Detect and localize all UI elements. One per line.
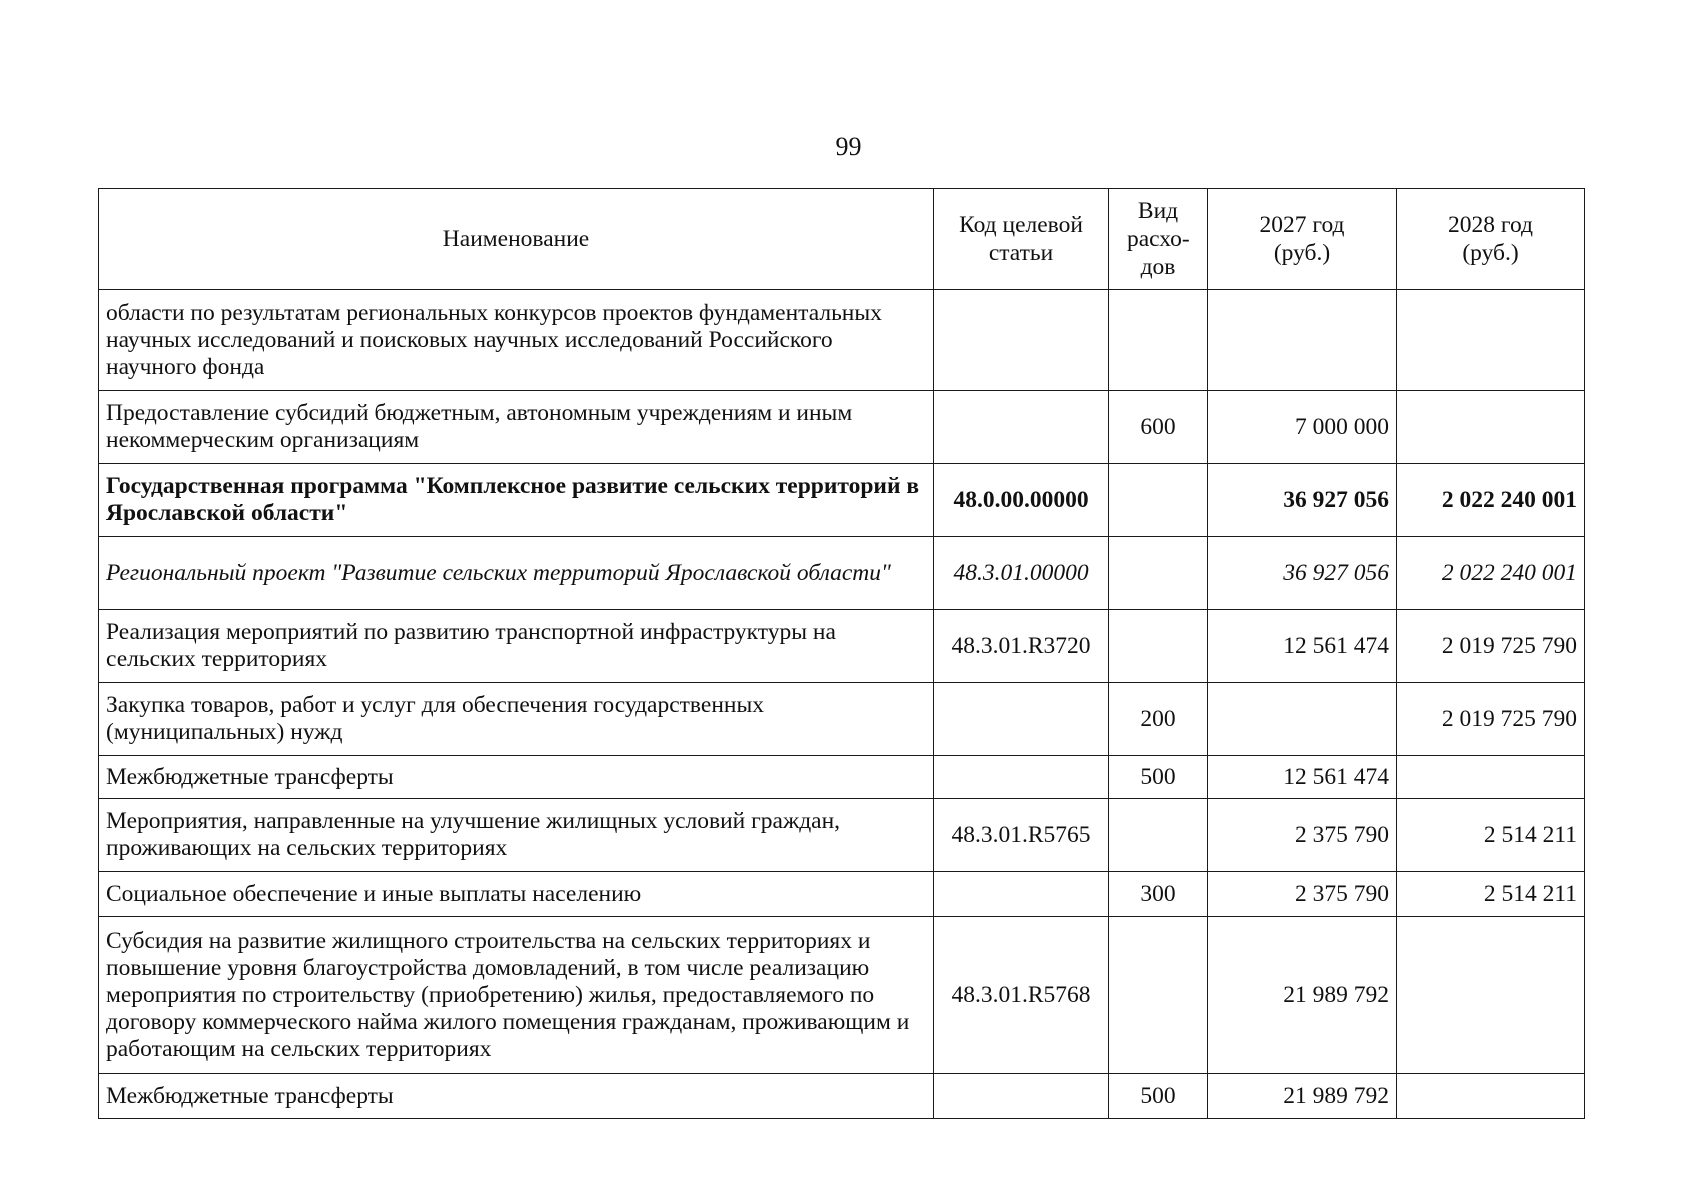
table-row-program bbox=[99, 464, 1585, 537]
cell-code bbox=[934, 872, 1109, 917]
cell-2027: 2 375 790 bbox=[1208, 872, 1397, 917]
header-year-2027 bbox=[1208, 189, 1397, 290]
header-name: Наименование bbox=[99, 189, 934, 290]
cell-2027 bbox=[1208, 290, 1397, 391]
table-header-row bbox=[99, 189, 1585, 290]
cell-2027: 12 561 474 bbox=[1208, 610, 1397, 683]
cell-name: Мероприятия, направленные на улучшение жилищных условий граждан, проживающих на сельских территориях bbox=[99, 799, 934, 872]
cell-2027 bbox=[1208, 683, 1397, 756]
cell-name: Социальное обеспечение и иные выплаты населению bbox=[99, 872, 934, 917]
cell-type bbox=[1109, 917, 1208, 1074]
cell-name: Реализация мероприятий по развитию транспортной инфраструктуры на сельских территориях bbox=[99, 610, 934, 683]
cell-code: 48.3.01.R3720 bbox=[934, 610, 1109, 683]
cell-name: Межбюджетные трансферты bbox=[99, 1074, 934, 1119]
header-type-label: Вид расхо-дов bbox=[1127, 198, 1190, 280]
cell-type bbox=[1109, 799, 1208, 872]
cell-2027: 36 927 056 bbox=[1208, 537, 1397, 610]
cell-name: Региональный проект "Развитие сельских территорий Ярославской области" bbox=[99, 537, 934, 610]
cell-2028 bbox=[1397, 917, 1585, 1074]
table-row bbox=[99, 290, 1585, 391]
page-number: 99 bbox=[835, 132, 862, 161]
header-year-2028 bbox=[1397, 189, 1585, 290]
cell-type bbox=[1109, 537, 1208, 610]
cell-2028 bbox=[1397, 1074, 1585, 1119]
cell-2028 bbox=[1397, 290, 1585, 391]
cell-2027: 2 375 790 bbox=[1208, 799, 1397, 872]
table-row bbox=[99, 391, 1585, 464]
cell-type: 300 bbox=[1109, 872, 1208, 917]
table-row bbox=[99, 683, 1585, 756]
header-year-2028-label: 2028 год (руб.) bbox=[1448, 212, 1533, 266]
cell-code bbox=[934, 391, 1109, 464]
table-row bbox=[99, 756, 1585, 799]
cell-name: Государственная программа "Комплексное развитие сельских территорий в Ярославской области" bbox=[99, 464, 934, 537]
cell-type bbox=[1109, 290, 1208, 391]
table-row-project bbox=[99, 537, 1585, 610]
cell-name: Закупка товаров, работ и услуг для обеспечения государственных (муниципальных) нужд bbox=[99, 683, 934, 756]
cell-type: 500 bbox=[1109, 756, 1208, 799]
header-code bbox=[934, 189, 1109, 290]
cell-2027: 21 989 792 bbox=[1208, 1074, 1397, 1119]
cell-code bbox=[934, 290, 1109, 391]
cell-2027: 7 000 000 bbox=[1208, 391, 1397, 464]
cell-code: 48.3.01.00000 bbox=[934, 537, 1109, 610]
table-row bbox=[99, 1074, 1585, 1119]
cell-name: Субсидия на развитие жилищного строительства на сельских территориях и повышение уровня благоустройства домовладений, в том числе реализацию мероприятия по строительству (приобретению) жилья, предоставляемого по договору коммерческого найма жилого помещения гражданам, проживающим и работающим на сельских территориях bbox=[99, 917, 934, 1074]
budget-table bbox=[98, 188, 1585, 1119]
cell-name: Предоставление субсидий бюджетным, автономным учреждениям и иным некоммерческим организациям bbox=[99, 391, 934, 464]
cell-code: 48.3.01.R5765 bbox=[934, 799, 1109, 872]
cell-2028: 2 022 240 001 bbox=[1397, 537, 1585, 610]
table-row bbox=[99, 872, 1585, 917]
cell-code bbox=[934, 683, 1109, 756]
cell-2028: 2 019 725 790 bbox=[1397, 683, 1585, 756]
cell-code: 48.3.01.R5768 bbox=[934, 917, 1109, 1074]
cell-2028: 2 514 211 bbox=[1397, 799, 1585, 872]
header-type bbox=[1109, 189, 1208, 290]
table-row bbox=[99, 799, 1585, 872]
cell-2028 bbox=[1397, 391, 1585, 464]
cell-2027: 21 989 792 bbox=[1208, 917, 1397, 1074]
cell-code bbox=[934, 1074, 1109, 1119]
cell-code: 48.0.00.00000 bbox=[934, 464, 1109, 537]
cell-2028: 2 514 211 bbox=[1397, 872, 1585, 917]
header-year-2027-label: 2027 год (руб.) bbox=[1259, 212, 1345, 266]
table-row bbox=[99, 917, 1585, 1074]
header-code-label: Код целевой статьи bbox=[959, 212, 1083, 266]
cell-name: области по результатам региональных конкурсов проектов фундаментальных научных исследований и поисковых научных исследований Российского научного фонда bbox=[99, 290, 934, 391]
cell-2027: 12 561 474 bbox=[1208, 756, 1397, 799]
cell-type bbox=[1109, 610, 1208, 683]
cell-name: Межбюджетные трансферты bbox=[99, 756, 934, 799]
cell-2028: 2 022 240 001 bbox=[1397, 464, 1585, 537]
cell-type: 500 bbox=[1109, 1074, 1208, 1119]
cell-2028 bbox=[1397, 756, 1585, 799]
cell-type: 600 bbox=[1109, 391, 1208, 464]
cell-type: 200 bbox=[1109, 683, 1208, 756]
cell-2027: 36 927 056 bbox=[1208, 464, 1397, 537]
cell-type bbox=[1109, 464, 1208, 537]
table-row bbox=[99, 610, 1585, 683]
cell-2028: 2 019 725 790 bbox=[1397, 610, 1585, 683]
cell-code bbox=[934, 756, 1109, 799]
